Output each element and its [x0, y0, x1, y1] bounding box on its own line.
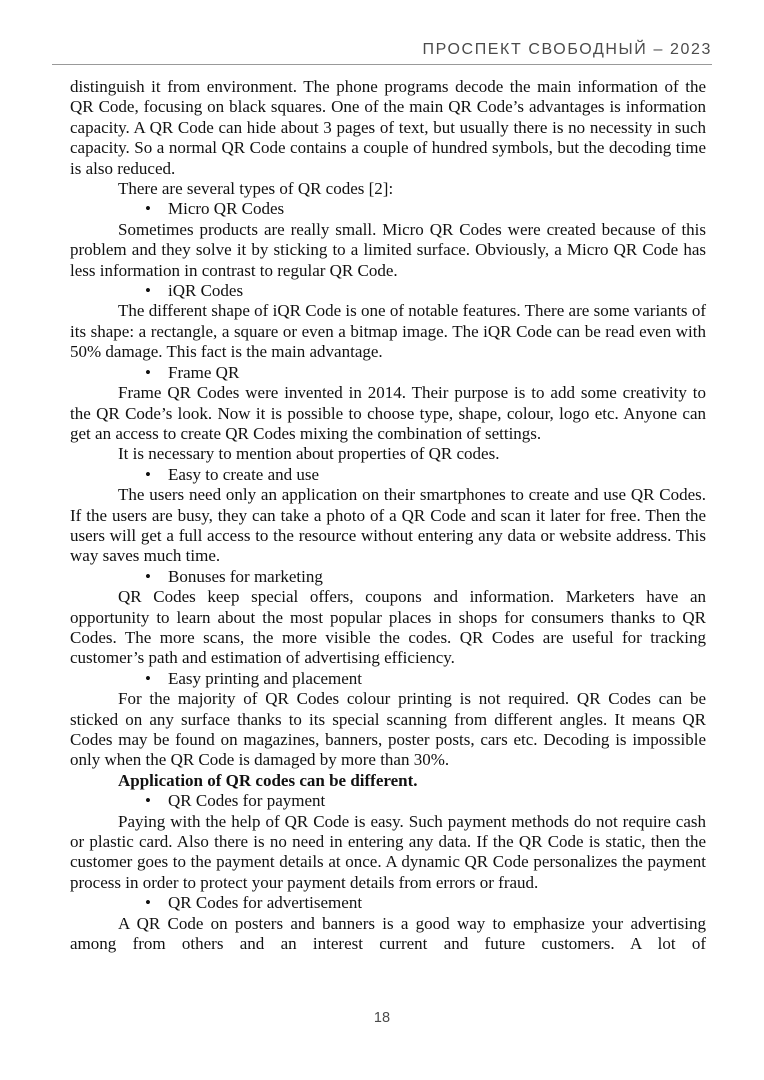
paragraph: distinguish it from environment. The phone programs decode the main information of the QR Code, focusing on black squares. One of the main QR Code’s advantages is information capacity. A QR Code can hide about 3 pages of text, but usually there is no necessity in such capacity. So a normal QR Code contains a couple of hundred symbols, but the decoding time is also reduced.	[70, 77, 706, 178]
bullet-item	[70, 465, 706, 485]
paragraph: Sometimes products are really small. Micro QR Codes were created because of this problem and they solve it by sticking to a limited surface. Obviously, a Micro QR Code has less information in contrast to regular QR Code.	[70, 219, 706, 280]
paragraph: For the majority of QR Codes colour printing is not required. QR Codes can be sticked on any surface thanks to its special scanning from different angles. It means QR Codes may be found on magazines, banners, poster posts, cars etc. Decoding is impossible only when the QR Code is damaged by more than 30%.	[70, 689, 706, 770]
bullet-label: Frame QR	[168, 362, 240, 382]
bullet-icon: •	[145, 566, 151, 586]
section-heading: Application of QR codes can be different.	[118, 770, 418, 790]
paragraph: A QR Code on posters and banners is a good way to emphasize your advertising among from others and an interest current and future customers. A lot of	[70, 913, 706, 954]
bullet-label: Micro QR Codes	[168, 199, 285, 219]
bullet-icon: •	[145, 281, 151, 301]
bullet-label: QR Codes for advertisement	[168, 893, 363, 913]
paragraph: The users need only an application on their smartphones to create and use QR Codes. If the users are busy, they can take a photo of a QR Code and scan it later for free. Then the users will get a full access to the resource without entering any data or website address. This way saves much time.	[70, 485, 706, 566]
paragraph: It is necessary to mention about properties of QR codes.	[118, 444, 500, 464]
paragraph: Frame QR Codes were invented in 2014. Their purpose is to add some creativity to the QR Code’s look. Now it is possible to choose type, shape, colour, logo etc. Anyone can get an access to create QR Codes mixing the combination of settings.	[70, 383, 706, 443]
bullet-label: Bonuses for marketing	[168, 566, 323, 586]
bullet-label: QR Codes for payment	[168, 791, 326, 811]
bullet-item	[70, 281, 706, 301]
paragraph: QR Codes keep special offers, coupons and information. Marketers have an opportunity to learn about the most popular places in shops for consumers thanks to QR Codes. The more scans, the more visible the codes. QR Codes are useful for tracking customer’s path and estimation of advertising efficiency.	[70, 587, 706, 668]
bullet-icon: •	[145, 362, 151, 382]
bullet-icon: •	[145, 199, 151, 219]
page-number: 18	[373, 1010, 391, 1026]
bullet-item	[70, 893, 706, 913]
bullet-item	[70, 363, 706, 383]
bullet-icon: •	[145, 791, 151, 811]
bullet-item	[70, 791, 706, 811]
bullet-icon: •	[145, 893, 151, 913]
bullet-label: iQR Codes	[168, 281, 244, 301]
bullet-item	[70, 567, 706, 587]
running-header: ПРОСПЕКТ СВОБОДНЫЙ – 2023	[422, 41, 712, 58]
header-rule	[52, 64, 712, 65]
page-content	[70, 77, 706, 954]
bullet-icon: •	[145, 464, 151, 484]
bullet-label: Easy to create and use	[168, 464, 320, 484]
bullet-label: Easy printing and placement	[168, 668, 363, 688]
paragraph: There are several types of QR codes [2]:	[118, 179, 394, 199]
bullet-item	[70, 669, 706, 689]
paragraph: Paying with the help of QR Code is easy. Such payment methods do not require cash or plastic card. Also there is no need in entering any data. If the QR Code is static, then the customer goes to the payment details at once. A dynamic QR Code personalizes the payment process in order to protect your payment details from errors or fraud.	[70, 811, 706, 892]
bullet-icon: •	[145, 668, 151, 688]
paragraph: The different shape of iQR Code is one of notable features. There are some variants of its shape: a rectangle, a square or even a bitmap image. The iQR Code can be read even with 50% damage. This fact is the main advantage.	[70, 301, 706, 362]
bullet-item	[70, 199, 706, 219]
